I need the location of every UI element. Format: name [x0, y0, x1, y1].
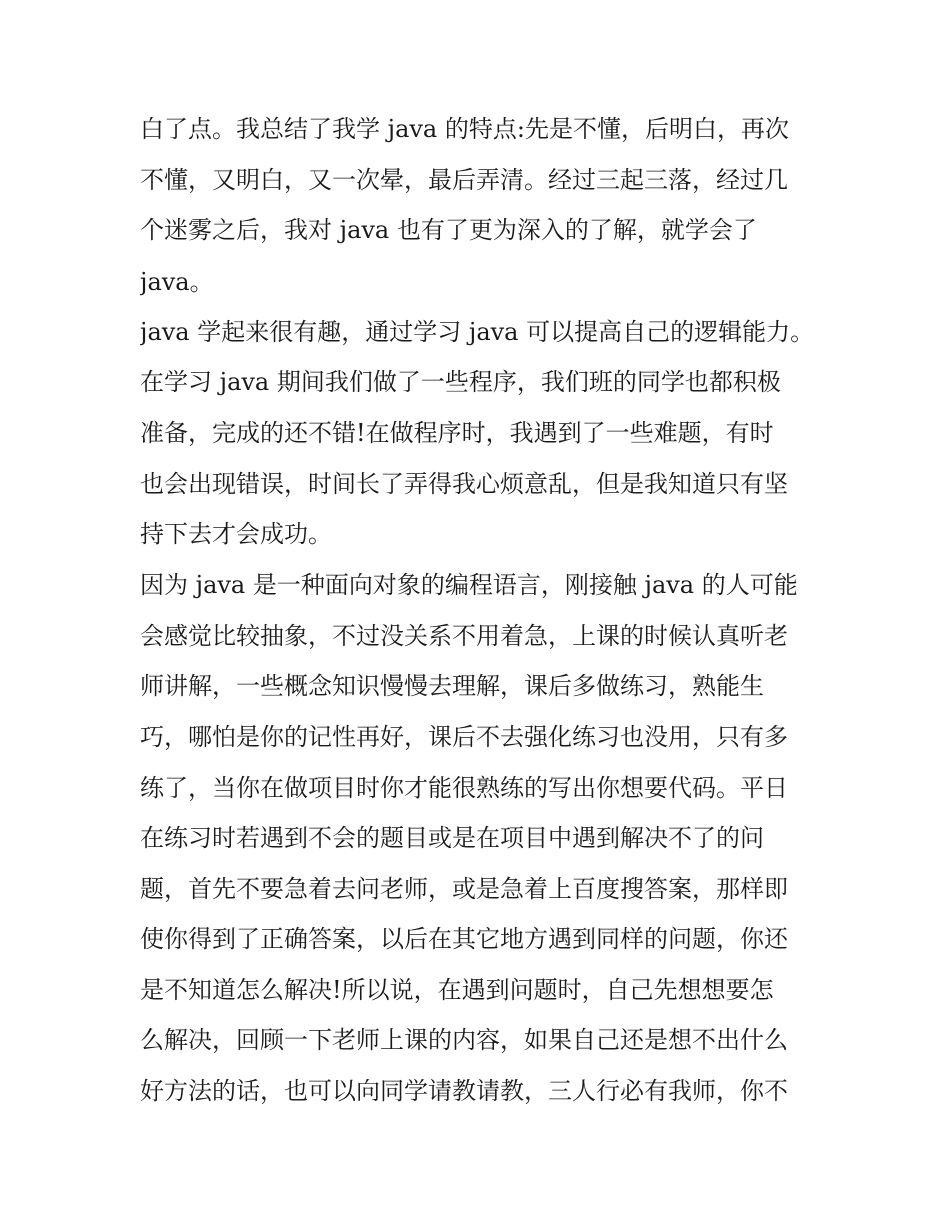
text-line: 持下去才会成功。: [140, 520, 332, 548]
text-line: 在学习 java 期间我们做了一些程序，我们班的同学也都积极: [140, 368, 781, 396]
text-line: 也会出现错误，时间长了弄得我心烦意乱，但是我知道只有坚: [140, 470, 788, 498]
text-line: 不懂，又明白，又一次晕，最后弄清。经过三起三落，经过几: [140, 166, 788, 194]
text-line: 白了点。我总结了我学 java 的特点:先是不懂，后明白，再次: [140, 115, 789, 143]
text-line: 好方法的话，也可以向同学请教请教，三人行必有我师，你不: [140, 1077, 788, 1105]
text-line: 会感觉比较抽象，不过没关系不用着急，上课的时候认真听老: [140, 622, 788, 650]
text-line: 练了，当你在做项目时你才能很熟练的写出你想要代码。平日: [140, 774, 788, 802]
text-line: 师讲解，一些概念知识慢慢去理解，课后多做练习，熟能生: [140, 672, 764, 700]
text-line: 因为 java 是一种面向对象的编程语言，刚接触 java 的人可能: [140, 571, 798, 599]
text-line: 么解决，回顾一下老师上课的内容，如果自己还是想不出什么: [140, 1026, 788, 1054]
text-line: java。: [140, 268, 214, 296]
text-line: 是不知道怎么解决!所以说，在遇到问题时，自己先想想要怎: [140, 976, 774, 1004]
text-line: 使你得到了正确答案，以后在其它地方遇到同样的问题，你还: [140, 925, 788, 953]
text-line: 题，首先不要急着去问老师，或是急着上百度搜答案，那样即: [140, 875, 788, 903]
text-line: 在练习时若遇到不会的题目或是在项目中遇到解决不了的问: [140, 824, 764, 852]
text-line: java 学起来很有趣，通过学习 java 可以提高自己的逻辑能力。: [140, 318, 815, 346]
text-line: 巧，哪怕是你的记性再好，课后不去强化练习也没用，只有多: [140, 723, 788, 751]
text-line: 个迷雾之后，我对 java 也有了更为深入的了解，就学会了: [140, 216, 757, 244]
text-line: 准备，完成的还不错!在做程序时，我遇到了一些难题，有时: [140, 419, 774, 447]
